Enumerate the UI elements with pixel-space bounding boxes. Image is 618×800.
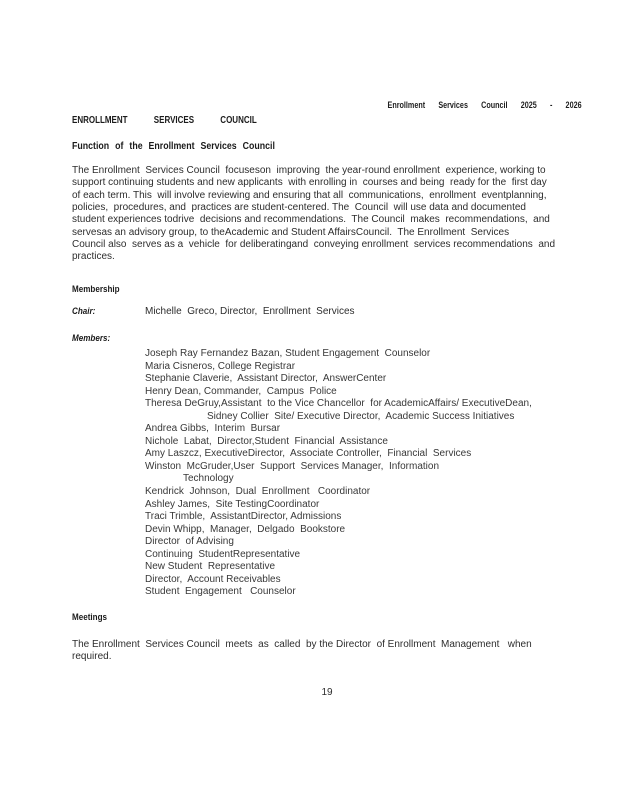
paragraph-line: servesas an advisory group, to theAcademic and Student AffairsCouncil. The Enrollment Services bbox=[72, 226, 510, 238]
paragraph-line: student experiences todrive decisions and recommendations. The Council makes recommendations, and bbox=[72, 214, 550, 226]
member-item: Student Engagement Counselor bbox=[145, 586, 296, 598]
paragraph-line: The Enrollment Services Council meets as called by the Director of Enrollment Management when bbox=[72, 639, 532, 650]
paragraph-line: required. bbox=[72, 651, 112, 663]
paragraph-line: policies, procedures, and practices are student-centered. The Council will use data and documented bbox=[72, 202, 526, 214]
chair-value: Michelle Greco, Director, Enrollment Services bbox=[145, 306, 355, 317]
member-item: Traci Trimble, AssistantDirector, Admissions bbox=[145, 511, 342, 523]
member-item: Nichole Labat, Director,Student Financial Assistance bbox=[145, 435, 388, 447]
member-item: Winston McGruder,User Support Services Manager, Information bbox=[145, 460, 440, 472]
member-item: Ashley James, Site TestingCoordinator bbox=[145, 498, 320, 510]
page-number: 19 bbox=[321, 687, 333, 698]
paragraph-line: support continuing students and new applicants with enrolling in courses and being ready for the first day bbox=[72, 177, 547, 189]
member-item: Andrea Gibbs, Interim Bursar bbox=[145, 423, 281, 435]
meetings-section-heading: Meetings bbox=[72, 612, 108, 623]
member-item: Stephanie Claverie, Assistant Director, AnswerCenter bbox=[145, 373, 387, 385]
member-item: Continuing StudentRepresentative bbox=[145, 548, 301, 560]
member-item: Director of Advising bbox=[145, 536, 234, 548]
member-item: Theresa DeGruy,Assistant to the Vice Chancellor for AcademicAffairs/ ExecutiveDean, bbox=[145, 398, 532, 410]
member-item: Amy Laszcz, ExecutiveDirector, Associate Controller, Financial Services bbox=[145, 448, 472, 460]
members-label: Members: bbox=[72, 333, 111, 344]
members-list bbox=[145, 348, 585, 599]
member-item: Kendrick Johnson, Dual Enrollment Coordinator bbox=[145, 486, 371, 498]
member-item: Joseph Ray Fernandez Bazan, Student Engagement Counselor bbox=[145, 348, 431, 359]
member-item: Technology bbox=[183, 473, 234, 485]
paragraph-line: The Enrollment Services Council focuseson improving the year-round enrollment experience, working to bbox=[72, 165, 546, 176]
paragraph-line: of each term. This will involve reviewing and ensuring that all communications, enrollment eventplanning, bbox=[72, 189, 547, 201]
member-item: Henry Dean, Commander, Campus Police bbox=[145, 385, 337, 397]
page-title: ENROLLMENT SERVICES COUNCIL bbox=[72, 115, 257, 126]
running-header: Enrollment Services Council 2025 - 2026 bbox=[387, 100, 582, 110]
meetings-paragraph bbox=[72, 639, 592, 664]
member-item: Devin Whipp, Manager, Delgado Bookstore bbox=[145, 523, 346, 535]
member-item: Director, Account Receivables bbox=[145, 573, 281, 585]
function-paragraph bbox=[72, 165, 592, 264]
membership-section-heading: Membership bbox=[72, 284, 120, 295]
paragraph-line: Council also serves as a vehicle for deliberatingand conveying enrollment services recommendations and bbox=[72, 239, 556, 251]
paragraph-line: practices. bbox=[72, 251, 115, 263]
member-item: New Student Representative bbox=[145, 561, 276, 573]
chair-label: Chair: bbox=[72, 306, 96, 317]
function-section-heading: Function of the Enrollment Services Council bbox=[72, 141, 275, 152]
member-item: Maria Cisneros, College Registrar bbox=[145, 360, 296, 372]
member-item: Sidney Collier Site/ Executive Director, Academic Success Initiatives bbox=[207, 410, 515, 422]
chair-row bbox=[72, 306, 355, 317]
